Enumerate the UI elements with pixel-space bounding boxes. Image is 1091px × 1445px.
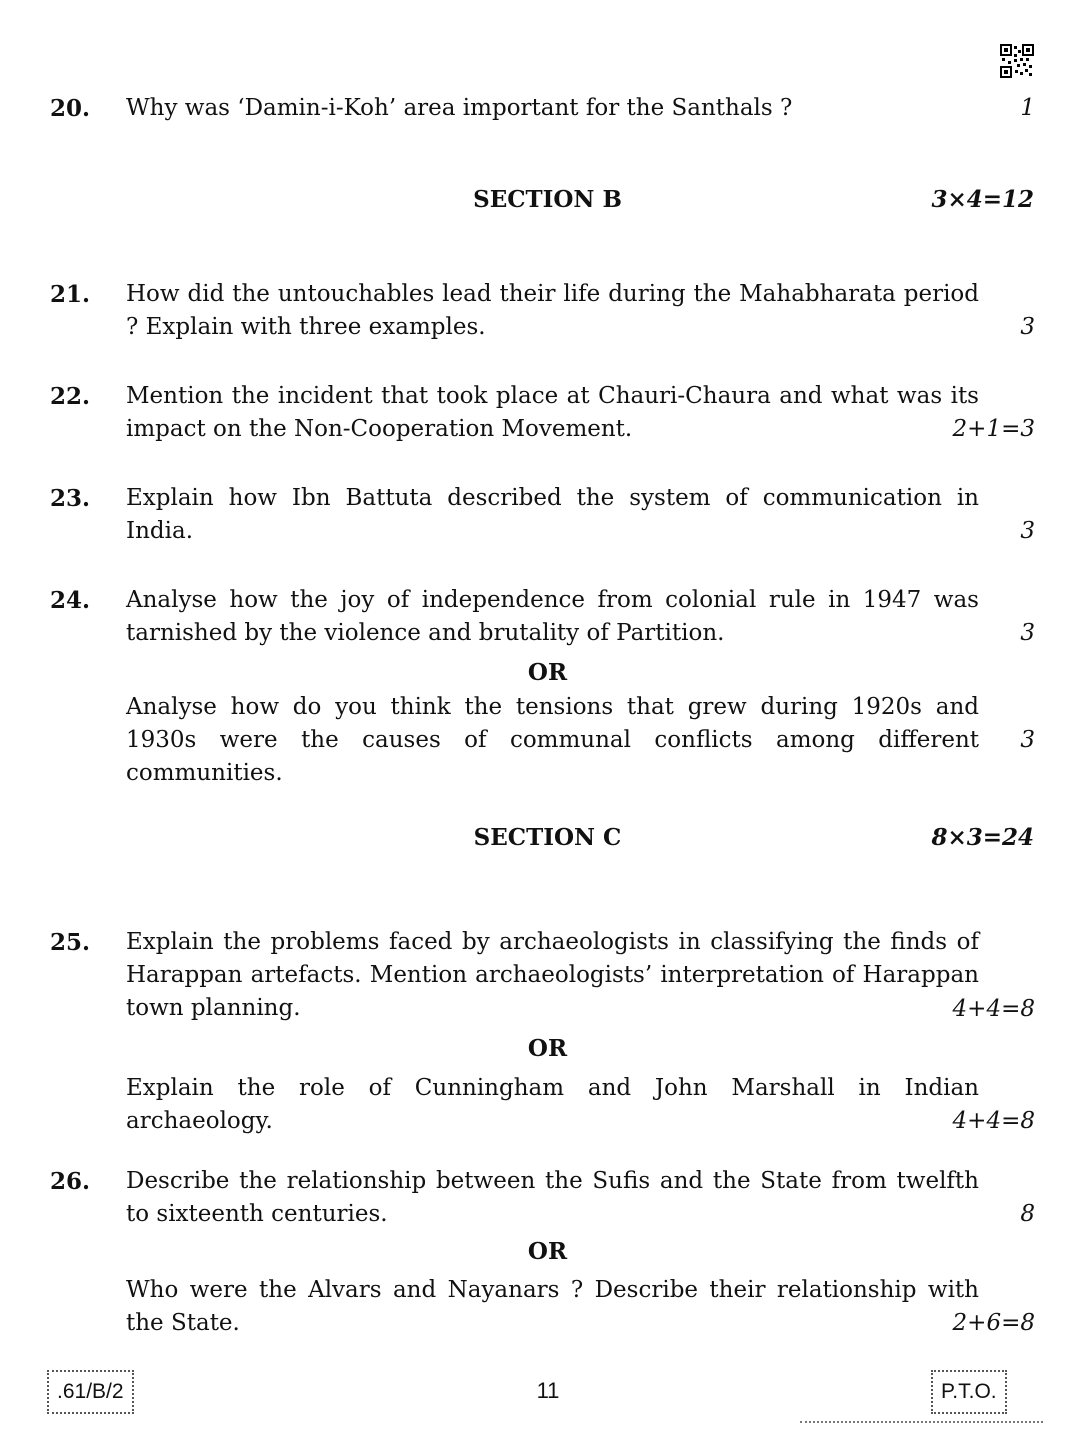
question-marks: 3 [1020, 518, 1035, 544]
question-marks: 1 [1020, 95, 1035, 121]
section-b-heading: SECTION B [473, 186, 622, 213]
section-b-marks: 3×4=12 [931, 186, 1034, 213]
section-c-heading: SECTION C [473, 824, 622, 851]
or-label: OR [527, 1035, 568, 1062]
question-marks: 3 [1020, 620, 1035, 646]
question-text: Analyse how the joy of independence from colonial rule in 1947 was tarnished by the violence and brutality of Partition. [126, 587, 979, 646]
question-text: Describe the relationship between the Sufis and the State from twelfth to sixteenth centuries. [126, 1168, 979, 1227]
paper-code: .61/B/2 [47, 1370, 134, 1414]
footer-rule [800, 1421, 1043, 1423]
question-text: Why was ‘Damin-i-Koh’ area important for the Santhals ? [126, 95, 793, 121]
alternative-question-marks: 3 [1020, 727, 1035, 753]
question-number: 26. [50, 1168, 91, 1195]
alternative-question-marks: 4+4=8 [952, 1108, 1035, 1134]
pto-label: P.T.O. [931, 1370, 1007, 1414]
question-marks: 2+1=3 [952, 416, 1035, 442]
question-marks: 8 [1020, 1201, 1035, 1227]
alternative-question-text: Explain the role of Cunningham and John Marshall in Indian archaeology. [126, 1075, 979, 1134]
question-number: 24. [50, 587, 91, 614]
question-number: 21. [50, 281, 91, 308]
question-number: 20. [50, 95, 91, 122]
question-text: Mention the incident that took place at Chauri-Chaura and what was its impact on the Non-Cooperation Movement. [126, 383, 979, 442]
section-c-marks: 8×3=24 [931, 824, 1034, 851]
question-text: Explain the problems faced by archaeologists in classifying the finds of Harappan artefacts. Mention archaeologists’ interpretation of Harappan town planning. [126, 929, 979, 1021]
or-label: OR [527, 659, 568, 686]
question-marks: 4+4=8 [952, 996, 1035, 1022]
alternative-question-text: Who were the Alvars and Nayanars ? Describe their relationship with the State. [126, 1277, 979, 1336]
question-text: Explain how Ibn Battuta described the system of communication in India. [126, 485, 979, 544]
question-number: 23. [50, 485, 91, 512]
question-marks: 3 [1020, 314, 1035, 340]
or-label: OR [527, 1238, 568, 1265]
alternative-question-marks: 2+6=8 [952, 1310, 1035, 1336]
qr-code-icon [1000, 44, 1034, 78]
question-number: 22. [50, 383, 91, 410]
alternative-question-text: Analyse how do you think the tensions that grew during 1920s and 1930s were the causes of communal conflicts among different communities. [126, 694, 979, 786]
question-text: How did the untouchables lead their life during the Mahabharata period ? Explain with three examples. [126, 281, 979, 340]
page-number: 11 [536, 1378, 560, 1403]
question-number: 25. [50, 929, 91, 956]
